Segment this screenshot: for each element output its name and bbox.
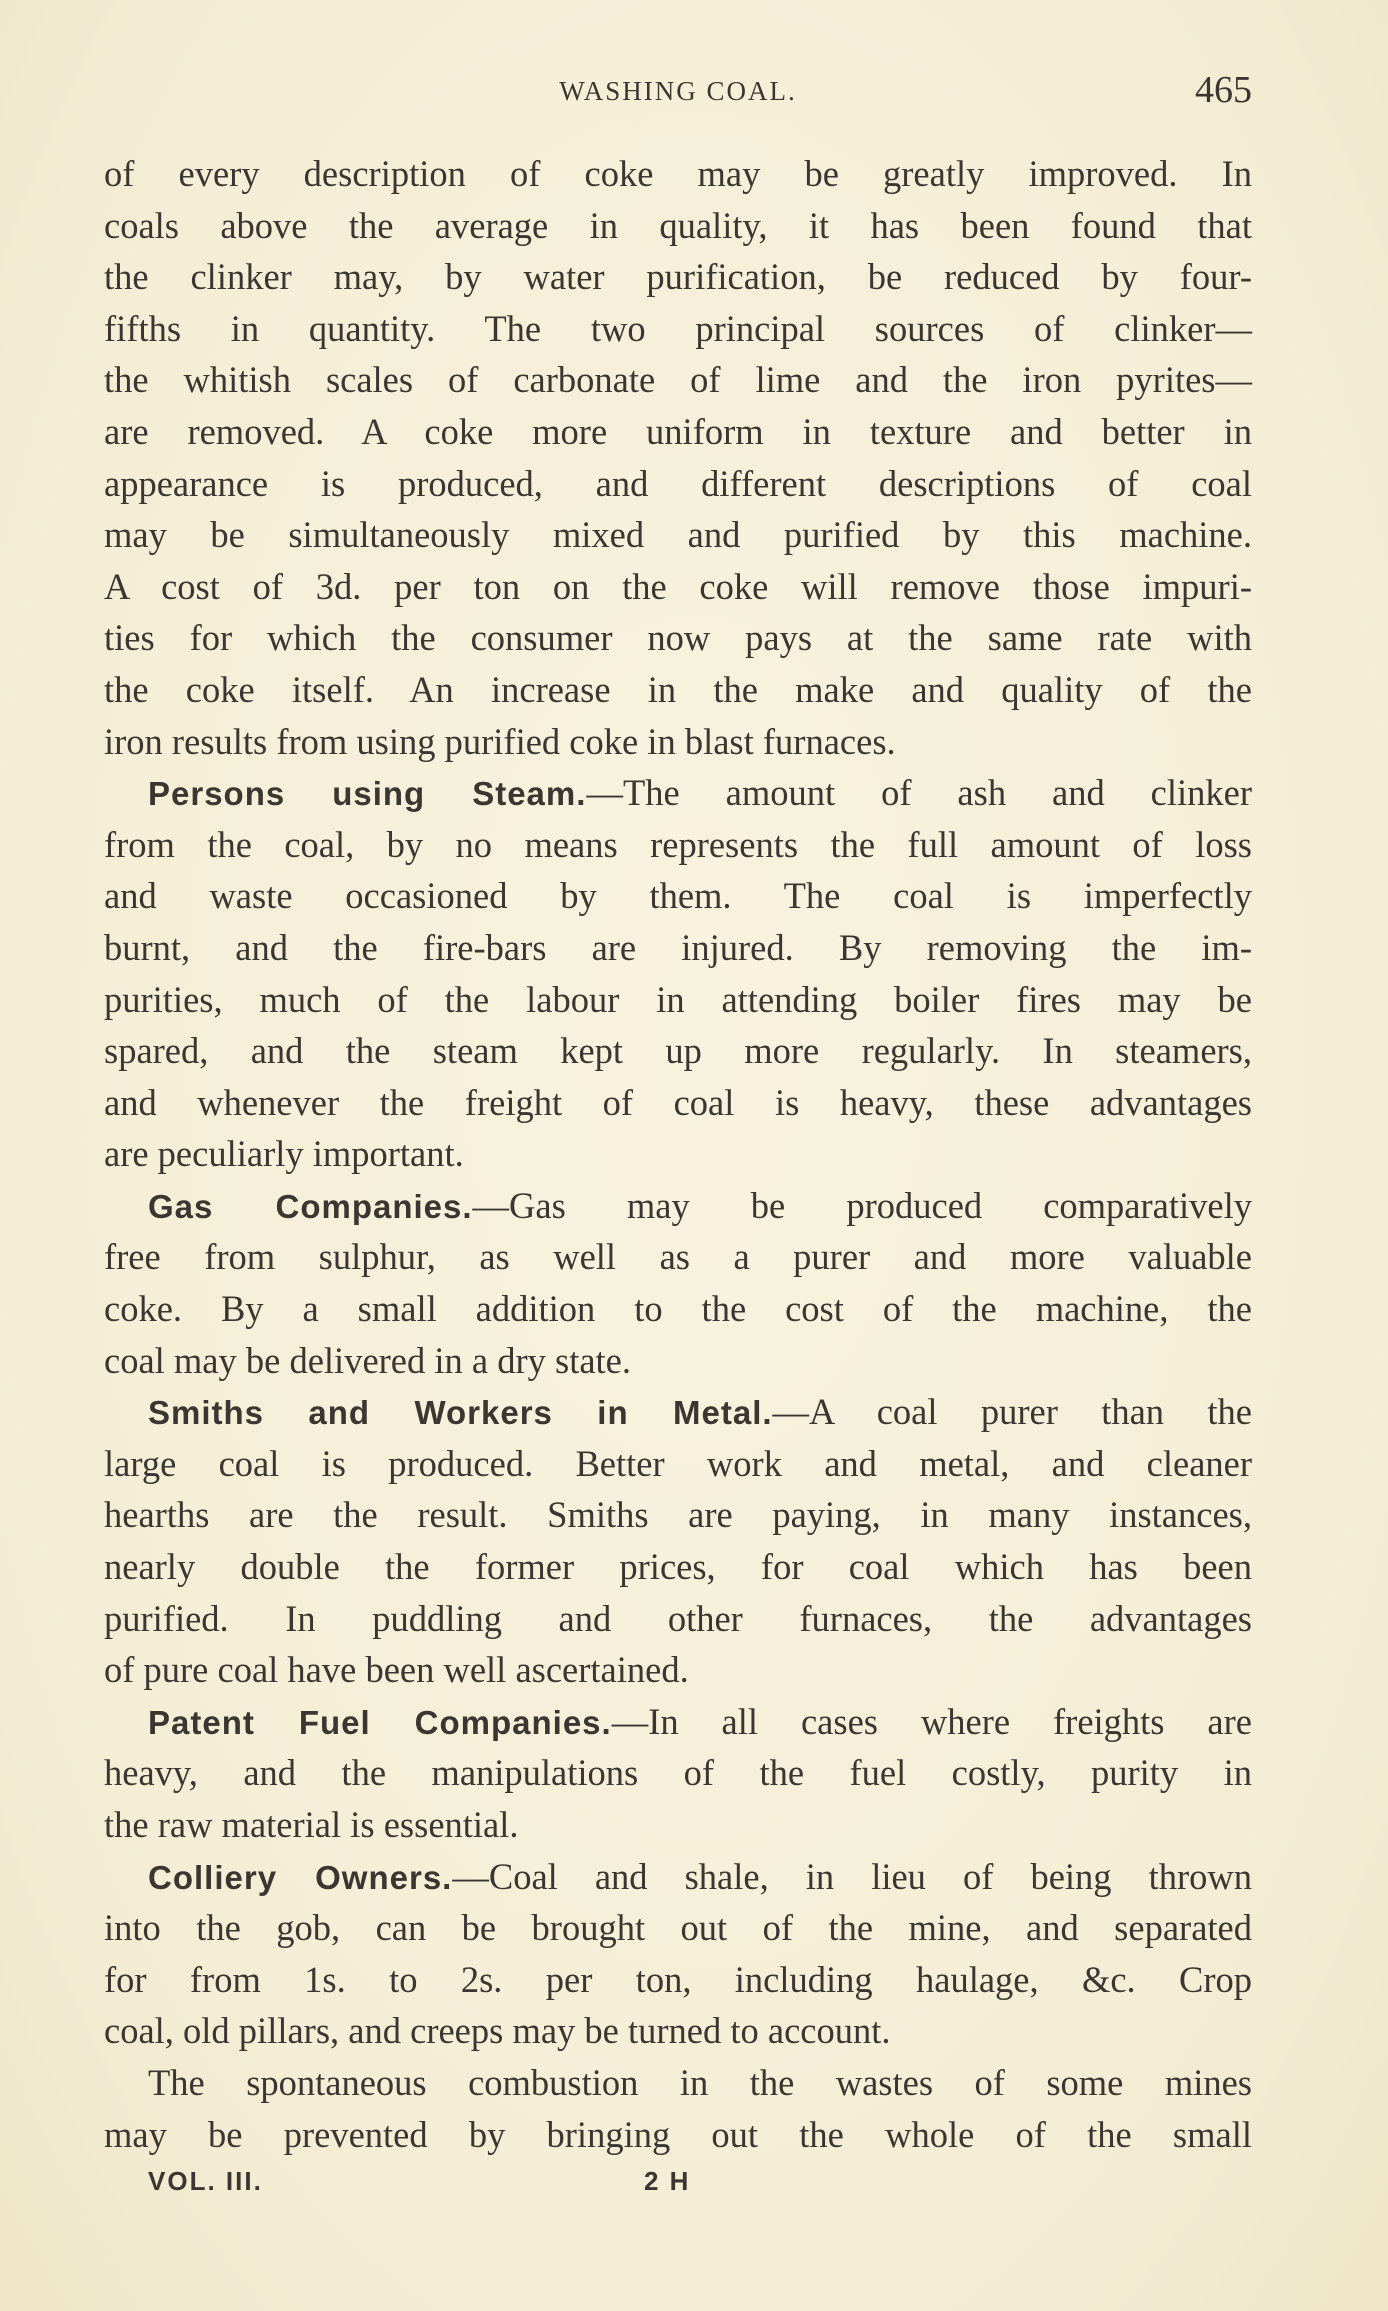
line-text: The spontaneous combustion in the wastes of some mines: [148, 2061, 1252, 2103]
line-text: into the gob, can be brought out of the mine, and separated: [104, 1907, 1252, 1949]
text-line: [104, 1747, 1252, 1799]
line-text: and waste occasioned by them. The coal is imperfectly: [104, 875, 1252, 917]
text-line: [104, 1954, 1252, 2006]
line-text: nearly double the former prices, for coal which has been: [104, 1546, 1252, 1588]
line-text: iron results from using purified coke in blast furnaces.: [104, 720, 896, 762]
line-text: may be prevented by bringing out the whole of the small: [104, 2113, 1252, 2155]
line-text: hearths are the result. Smiths are paying, in many instances,: [104, 1494, 1252, 1536]
line-text: and whenever the freight of coal is heavy, these advantages: [104, 1081, 1252, 1123]
text-line: [104, 974, 1252, 1026]
line-text: the whitish scales of carbonate of lime and the iron pyrites—: [104, 359, 1252, 401]
text-line: [104, 870, 1252, 922]
line-text: fifths in quantity. The two principal sources of clinker—: [104, 307, 1252, 349]
text-line: [104, 819, 1252, 871]
text-line: [104, 1077, 1252, 1129]
line-text: —The amount of ash and clinker: [586, 772, 1253, 814]
text-line: [104, 2109, 1252, 2161]
text-line: [104, 1541, 1252, 1593]
text-line: [104, 458, 1252, 510]
line-text: the coke itself. An increase in the make and quality of the: [104, 668, 1252, 710]
text-line: [104, 1335, 1252, 1387]
line-text: spared, and the steam kept up more regularly. In steamers,: [104, 1030, 1252, 1072]
line-text: coal may be delivered in a dry state.: [104, 1339, 632, 1381]
line-text: heavy, and the manipulations of the fuel costly, purity in: [104, 1752, 1252, 1794]
line-text: coals above the average in quality, it has been found that: [104, 204, 1252, 246]
text-line: [104, 354, 1252, 406]
text-line: [104, 1438, 1252, 1490]
line-text: —Coal and shale, in lieu of being thrown: [452, 1855, 1252, 1897]
paragraph-heading-line: [104, 1851, 1252, 1903]
line-text: the raw material is essential.: [104, 1804, 519, 1845]
text-line: [104, 1128, 1252, 1180]
line-text: of every description of coke may be greatly improved. In: [104, 153, 1252, 194]
line-text: burnt, and the fire-bars are injured. By removing the im-: [104, 926, 1252, 968]
text-line: [104, 1644, 1252, 1696]
line-text: from the coal, by no means represents the full amount of loss: [104, 823, 1252, 865]
run-in-heading: Smiths and Workers in Metal.: [148, 1394, 773, 1432]
line-text: purified. In puddling and other furnaces, the advantages: [104, 1597, 1252, 1639]
text-line: [104, 303, 1252, 355]
text-line: [104, 1593, 1252, 1645]
line-text: large coal is produced. Better work and metal, and cleaner: [104, 1442, 1252, 1484]
paragraph-heading-line: [104, 1386, 1252, 1438]
text-line: [104, 1799, 1252, 1851]
line-text: for from 1s. to 2s. per ton, including haulage, &c. Crop: [104, 1958, 1252, 2000]
paragraph-heading-line: [104, 767, 1252, 819]
signature-mark: 2 H: [644, 2166, 691, 2196]
line-text: are removed. A coke more uniform in texture and better in: [104, 410, 1252, 452]
line-text: purities, much of the labour in attending boiler fires may be: [104, 978, 1252, 1020]
text-line: [104, 1231, 1252, 1283]
text-line: [104, 922, 1252, 974]
text-line: [104, 1283, 1252, 1335]
line-text: —A coal purer than the: [772, 1391, 1252, 1433]
line-text: ties for which the consumer now pays at the same rate with: [104, 617, 1252, 659]
page-number: 465: [1195, 69, 1252, 111]
run-in-heading: Gas Companies.: [148, 1187, 473, 1225]
line-text: —In all cases where freights are: [611, 1700, 1252, 1742]
run-in-heading: Patent Fuel Companies.: [148, 1703, 612, 1741]
text-line: [104, 2057, 1252, 2109]
text-line: [104, 251, 1252, 303]
text-line: [104, 1025, 1252, 1077]
run-in-heading: Persons using Steam.: [148, 775, 587, 813]
running-title: WASHING COAL.: [559, 76, 797, 106]
line-text: coal, old pillars, and creeps may be turned to account.: [104, 2010, 891, 2052]
line-text: A cost of 3d. per ton on the coke will remove those impuri-: [104, 565, 1252, 607]
text-line: [104, 716, 1252, 768]
volume-label: VOL. III.: [148, 2166, 263, 2196]
text-line: [104, 406, 1252, 458]
body-text: [104, 148, 1252, 2160]
text-line: [104, 561, 1252, 613]
line-text: —Gas may be produced comparatively: [472, 1184, 1252, 1226]
text-line: [104, 509, 1252, 561]
run-in-heading: Colliery Owners.: [148, 1858, 453, 1896]
line-text: coke. By a small addition to the cost of the machine, the: [104, 1288, 1252, 1330]
line-text: may be simultaneously mixed and purified by this machine.: [104, 514, 1252, 556]
line-text: the clinker may, by water purification, be reduced by four-: [104, 256, 1252, 298]
text-line: [104, 664, 1252, 716]
text-line: [104, 612, 1252, 664]
paragraph-heading-line: [104, 1696, 1252, 1748]
page-footer: [148, 2166, 848, 2197]
line-text: are peculiarly important.: [104, 1133, 464, 1175]
text-line: [104, 148, 1252, 200]
text-line: [104, 1902, 1252, 1954]
text-line: [104, 2005, 1252, 2057]
line-text: of pure coal have been well ascertained.: [104, 1649, 689, 1691]
line-text: appearance is produced, and different descriptions of coal: [104, 462, 1252, 504]
page-header: [104, 68, 1252, 116]
line-text: free from sulphur, as well as a purer and more valuable: [104, 1236, 1252, 1278]
text-line: [104, 1489, 1252, 1541]
text-line: [104, 200, 1252, 252]
paragraph-heading-line: [104, 1180, 1252, 1232]
